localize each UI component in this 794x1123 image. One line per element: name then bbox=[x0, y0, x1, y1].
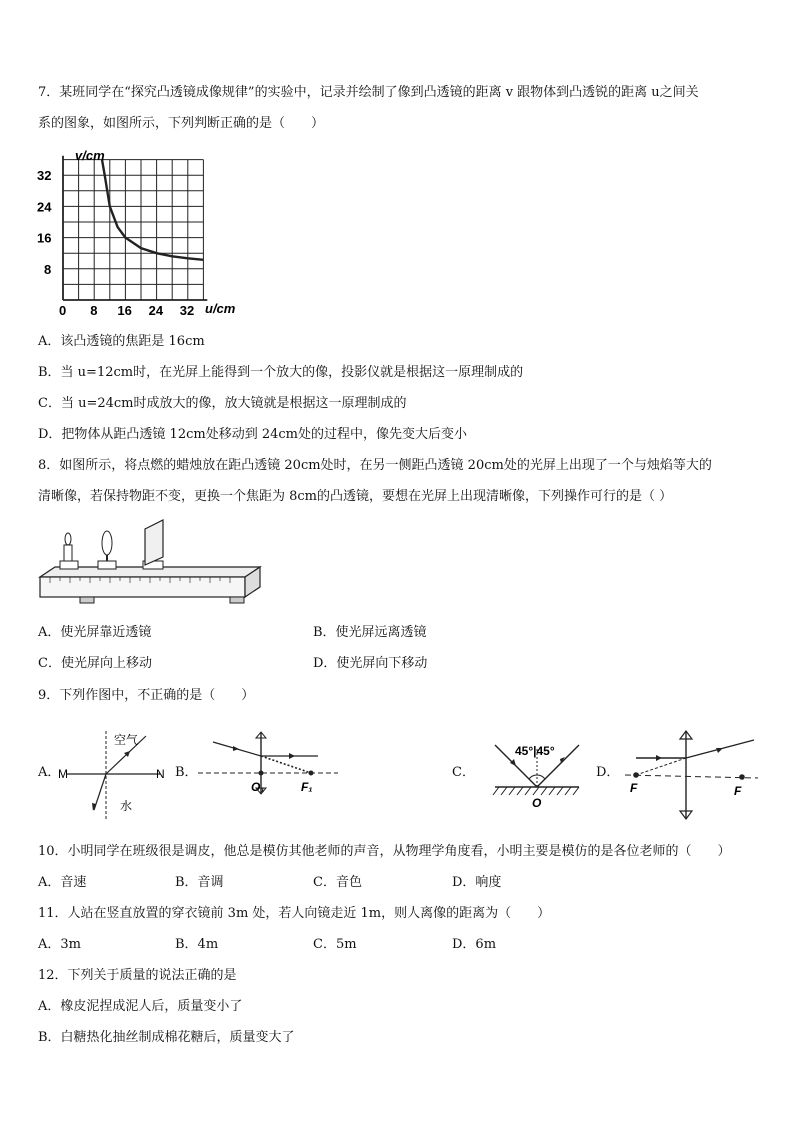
q7-option-c[interactable]: C．当 u=24cm时成放大的像，放大镜就是根据这一原理制成的 bbox=[38, 396, 407, 411]
q8-option-a[interactable]: A．使光屏靠近透镜 bbox=[38, 625, 152, 640]
y-tick-label: 32 bbox=[37, 168, 52, 184]
q9-option-c-label[interactable]: C． bbox=[452, 765, 475, 780]
q11-option-c[interactable]: C．5m bbox=[313, 937, 357, 952]
q12-stem: 12．下列关于质量的说法正确的是 bbox=[38, 968, 237, 983]
q7-option-b[interactable]: B．当 u=12cm时，在光屏上能得到一个放大的像，投影仪就是根据这一原理制成的 bbox=[38, 365, 524, 380]
q7-option-d[interactable]: D．把物体从距凸透镜 12cm处移动到 24cm处的过程中，像先变大后变小 bbox=[38, 427, 467, 442]
q10-option-c[interactable]: C．音色 bbox=[313, 875, 362, 890]
q9c-o-label: O bbox=[532, 796, 542, 810]
x-tick-label: 24 bbox=[148, 303, 164, 318]
q11-option-a[interactable]: A．3m bbox=[38, 937, 81, 952]
q9-option-b-label[interactable]: B． bbox=[175, 765, 198, 780]
q9d-f-right-label: F bbox=[734, 784, 742, 798]
q10-stem: 10．小明同学在班级很是调皮，他总是模仿其他老师的声音，从物理学角度看，小明主要是模仿的是各位老师的（ ） bbox=[38, 844, 731, 859]
q9-option-d-label[interactable]: D． bbox=[596, 765, 620, 780]
y-tick-label: 24 bbox=[37, 199, 52, 215]
q11-option-d[interactable]: D．6m bbox=[452, 937, 497, 952]
q9-diagram-a-refraction[interactable] bbox=[58, 728, 173, 823]
q8-option-c[interactable]: C．使光屏向上移动 bbox=[38, 656, 152, 671]
q9c-angle-label: 45°|45° bbox=[515, 744, 555, 758]
q10-option-d[interactable]: D．响度 bbox=[452, 875, 502, 890]
q9-stem: 9．下列作图中，不正确的是（ ） bbox=[38, 688, 255, 703]
graph-axes bbox=[63, 156, 207, 300]
x-tick-label: 32 bbox=[179, 303, 195, 318]
q8-optical-bench-figure bbox=[35, 515, 265, 610]
q9a-m-label: M bbox=[58, 767, 68, 781]
y-tick-label: 8 bbox=[44, 261, 52, 277]
q9b-o1-label: O₁ bbox=[251, 780, 265, 794]
y-tick-label: 16 bbox=[37, 230, 52, 246]
q9-option-a-label[interactable]: A． bbox=[38, 765, 61, 780]
q7-stem-line1: 7．某班同学在“探究凸透镜成像规律”的实验中，记录并绘制了像到凸透镜的距离 v 跟物体到凸透锐的距离 u之间关 bbox=[38, 85, 699, 100]
q9-diagram-b-concave-lens[interactable] bbox=[193, 728, 343, 798]
q9b-f1-label: F₁ bbox=[301, 780, 313, 794]
q12-option-a[interactable]: A．橡皮泥捏成泥人后，质量变小了 bbox=[38, 999, 243, 1014]
graph-grid bbox=[63, 160, 203, 300]
x-axis-label: u/cm bbox=[205, 301, 236, 316]
y-axis-label: v/cm bbox=[75, 148, 105, 163]
q9a-water-label: 水 bbox=[120, 799, 133, 813]
q10-option-a[interactable]: A．音速 bbox=[38, 875, 87, 890]
q7-stem-line2: 系的图象，如图所示，下列判断正确的是（ ） bbox=[38, 116, 325, 131]
q7-graph bbox=[35, 145, 250, 320]
x-tick-label: 0 bbox=[59, 303, 67, 318]
q9-diagram-c-reflection[interactable] bbox=[487, 735, 587, 810]
q8-option-d[interactable]: D．使光屏向下移动 bbox=[313, 656, 428, 671]
q8-stem-line1: 8．如图所示，将点燃的蜡烛放在距凸透镜 20cm处时，在另一侧距凸透镜 20cm处的光屏上出现了一个与烛焰等大的 bbox=[38, 458, 712, 473]
q12-option-b[interactable]: B．白糖热化抽丝制成棉花糖后，质量变大了 bbox=[38, 1030, 295, 1045]
x-tick-label: 16 bbox=[117, 303, 132, 318]
q9-diagram-d-convex-lens[interactable] bbox=[620, 728, 760, 823]
q9a-n-label: N bbox=[156, 767, 165, 781]
q9a-air-label: 空气 bbox=[114, 733, 139, 747]
x-tick-label: 8 bbox=[90, 303, 98, 318]
q7-option-a[interactable]: A．该凸透镜的焦距是 16cm bbox=[38, 334, 205, 349]
q11-stem: 11．人站在竖直放置的穿衣镜前 3m 处，若人向镜走近 1m，则人离像的距离为（ ） bbox=[38, 906, 551, 921]
q8-option-b[interactable]: B．使光屏远离透镜 bbox=[313, 625, 427, 640]
q11-option-b[interactable]: B．4m bbox=[175, 937, 219, 952]
q8-stem-line2: 清晰像，若保持物距不变，更换一个焦距为 8cm的凸透镜，要想在光屏上出现清晰像，下列操作可行的是（ ） bbox=[38, 489, 673, 504]
q10-option-b[interactable]: B．音调 bbox=[175, 875, 224, 890]
q9d-f-left-label: F bbox=[630, 781, 638, 795]
